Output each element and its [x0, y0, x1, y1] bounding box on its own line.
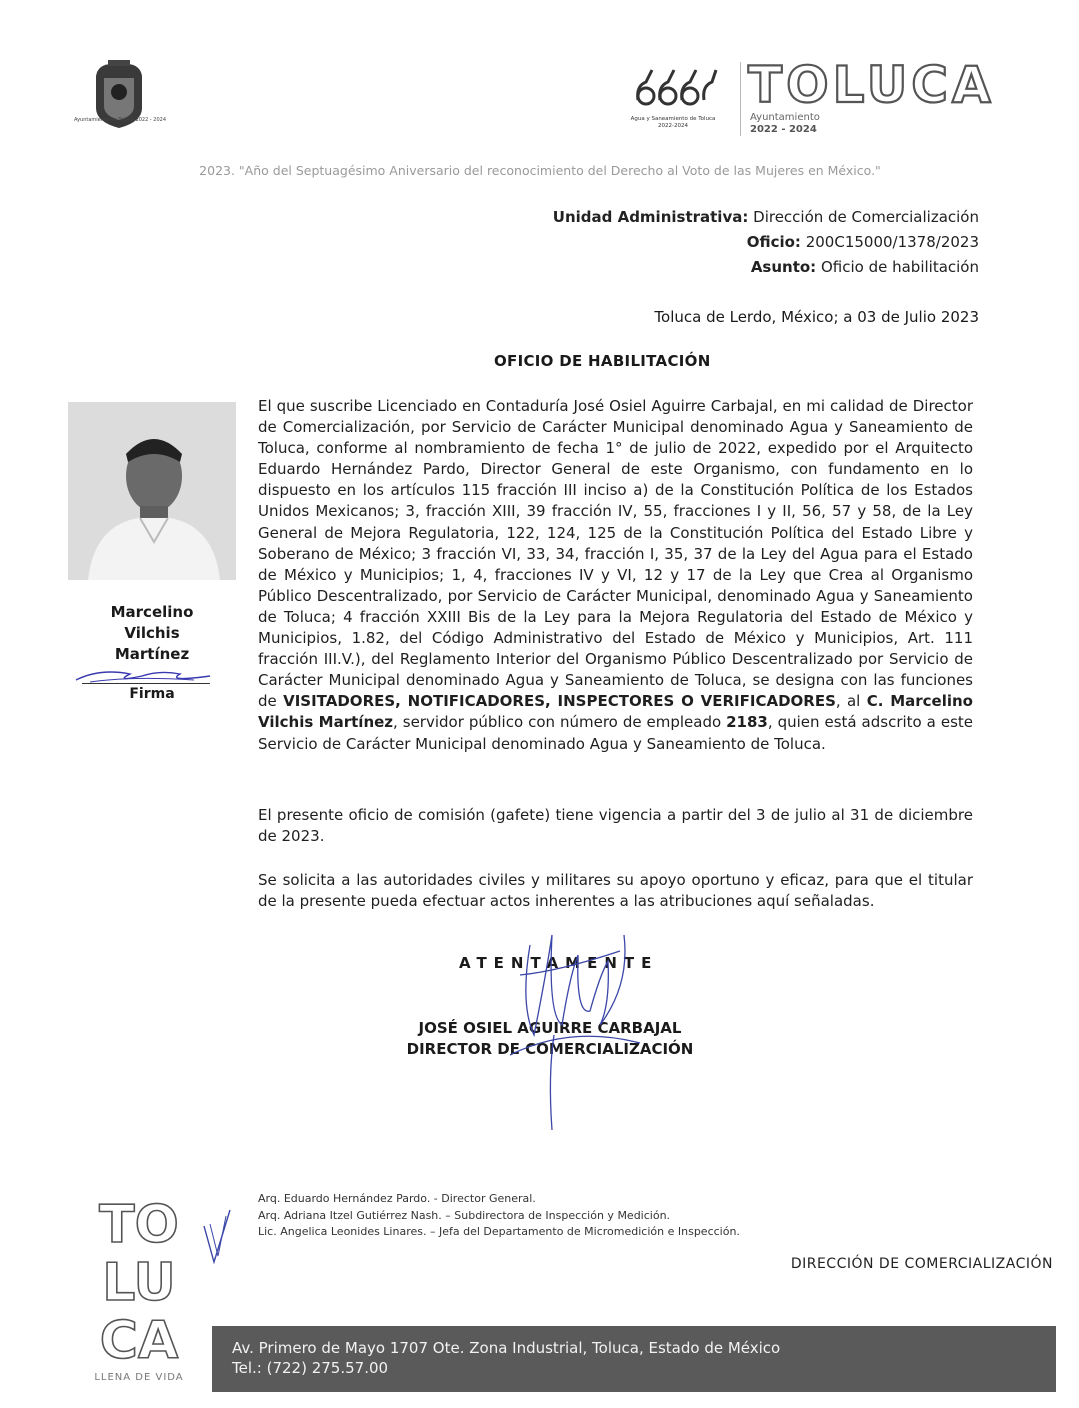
unidad-label: Unidad Administrativa:: [552, 208, 749, 226]
firma-line: [82, 683, 210, 684]
p3-text: Se solicita a las autoridades civiles y militares su apoyo oportuno y eficaz, para que el titular de la presente pueda efectuar actos inherentes a las atribuciones aquí señaladas.: [258, 871, 973, 911]
oficio-number: [747, 233, 979, 251]
director-signature: [490, 915, 660, 1140]
footer-logo-line-1: TO: [99, 1195, 179, 1255]
toluca-footer-logo-mark: [84, 1190, 194, 1368]
footer-logo-line-3: CA: [99, 1311, 179, 1368]
footer-logo-line-2: LU: [102, 1253, 176, 1313]
header-divider: [740, 62, 741, 136]
document-date: Toluca de Lerdo, México; a 03 de Julio 2023: [654, 308, 979, 326]
agua-caption-line1: Agua y Saneamiento de Toluca: [630, 116, 716, 122]
oficio-label: Oficio:: [746, 233, 801, 251]
p1-roles: VISITADORES, NOTIFICADORES, INSPECTORES O VERIFICADORES: [283, 692, 836, 711]
person-first-name: Marcelino: [110, 603, 194, 621]
ayuntamiento-years: 2022 - 2024: [750, 124, 817, 135]
person-photo-illustration: [68, 402, 236, 580]
ayuntamiento-label: Ayuntamiento: [750, 112, 820, 123]
p1-employee-number: 2183: [726, 713, 768, 732]
oficio-value: 200C15000/1378/2023: [805, 233, 979, 251]
person-middle-name: Vilchis: [124, 624, 180, 642]
body-paragraph-3: [258, 870, 973, 912]
phone-line: Tel.: (722) 275.57.00: [232, 1359, 389, 1377]
p1-text-3: , servidor público con número de empleado: [393, 713, 727, 732]
department-footer: DIRECCIÓN DE COMERCIALIZACIÓN: [790, 1256, 1053, 1272]
p1-text-4: , quien está adscrito a este Servicio de Carácter Municipal denominado Agua y Saneamiento de Toluca.: [258, 713, 973, 753]
asunto-value: Oficio de habilitación: [820, 258, 979, 276]
p1-text-1: El que suscribe Licenciado en Contaduría José Osiel Aguirre Carbajal, en mi calidad de Director de Comercialización, por Servicio de Carácter Municipal denominado Agua y Saneamiento de Toluca, conforme al nombramiento de fecha 1° de julio de 2022, expedido por el Arquitecto Eduardo Hernández Pardo, Director General de este Organismo, con fundamento en lo dispuesto en los artículos 115 fracción III inciso a) de la Constitución Política de los Estados Unidos Mexicanos; 3, fracción XIII, 39 fracción IV, 55, fracciones I y II, 56, 57 y 58, de la Ley General de Mejora Regulatoria, 122, 124, 125 de la Constitución Política del Estado Libre y Soberano de México; 3 fracción VI, 33, 34, fracción I, 35, 37 de la Ley del Agua para el Estado de México y Municipios; 1, 4, fracciones IV y VI, 12 y 17 de la Ley que Crea al Organismo Público Descentralizado, por Servicio de Carácter Municipal, denominado Agua y Saneamiento de Toluca; 4 fracción XXIII Bis de la Ley para la Mejora Regulatoria del Estado de México y Municipios, 1.82, del Código Administrativo del Estado de México y Municipios, Art. 111 fracción III.V.), del Reglamento Interior del Organismo Público Descentralizado por Servicio de Carácter Municipal denominado Agua y Saneamiento de Toluca, se designa con las funciones de: [258, 397, 973, 711]
person-last-name: Martínez: [114, 645, 190, 663]
toluca-brand-logo: TOLUCA: [748, 56, 995, 114]
unidad-administrativa: [553, 208, 979, 226]
asunto-label: Asunto:: [750, 258, 817, 276]
address-line: Av. Primero de Mayo 1707 Ote. Zona Industrial, Toluca, Estado de México: [232, 1339, 781, 1357]
person-photo: [68, 402, 236, 580]
p1-person: C. Marcelino Vilchis Martínez: [258, 692, 973, 732]
agua-caption-line2: 2022-2024: [658, 123, 688, 129]
toluca-footer-logo: [84, 1190, 194, 1368]
footer-slogan: LLENA DE VIDA: [94, 1372, 184, 1383]
p1-text-2: , al: [835, 692, 867, 711]
initials-mark: [200, 1206, 234, 1266]
copy-recipients: [258, 1191, 740, 1241]
ccp-line-3: Lic. Angelica Leonides Linares. – Jefa del Departamento de Micromedición e Inspección.: [258, 1225, 740, 1238]
year-motto: 2023. "Año del Septuagésimo Aniversario del reconocimiento del Derecho al Voto de las Mujeres en México.": [199, 163, 881, 178]
signer-title: DIRECTOR DE COMERCIALIZACIÓN: [406, 1040, 694, 1058]
ccp-line-2: Arq. Adriana Itzel Gutiérrez Nash. – Subdirectora de Inspección y Medición.: [258, 1208, 671, 1222]
seal-caption: Ayuntamiento de Toluca 2022 - 2024: [73, 117, 166, 123]
p2-text: El presente oficio de comisión (gafete) tiene vigencia a partir del 3 de julio al 31 de diciembre de 2023.: [258, 806, 973, 846]
ccp-line-1: Arq. Eduardo Hernández Pardo. - Director General.: [258, 1192, 536, 1205]
firma-label: Firma: [129, 686, 175, 702]
signer-name: JOSÉ OSIEL AGUIRRE CARBAJAL: [418, 1019, 682, 1037]
unidad-value: Dirección de Comercialización: [753, 208, 979, 226]
agua-saneamiento-logo: [632, 60, 718, 110]
person-signature: [70, 662, 220, 688]
address-block: [232, 1338, 780, 1378]
agua-saneamiento-caption: [612, 116, 734, 130]
atentamente: ATENTAMENTE: [459, 954, 659, 972]
body-paragraph-1: [258, 396, 973, 755]
document-title: OFICIO DE HABILITACIÓN: [494, 352, 711, 370]
person-name: [68, 602, 236, 665]
asunto: [751, 258, 979, 276]
body-paragraph-2: [258, 805, 973, 847]
